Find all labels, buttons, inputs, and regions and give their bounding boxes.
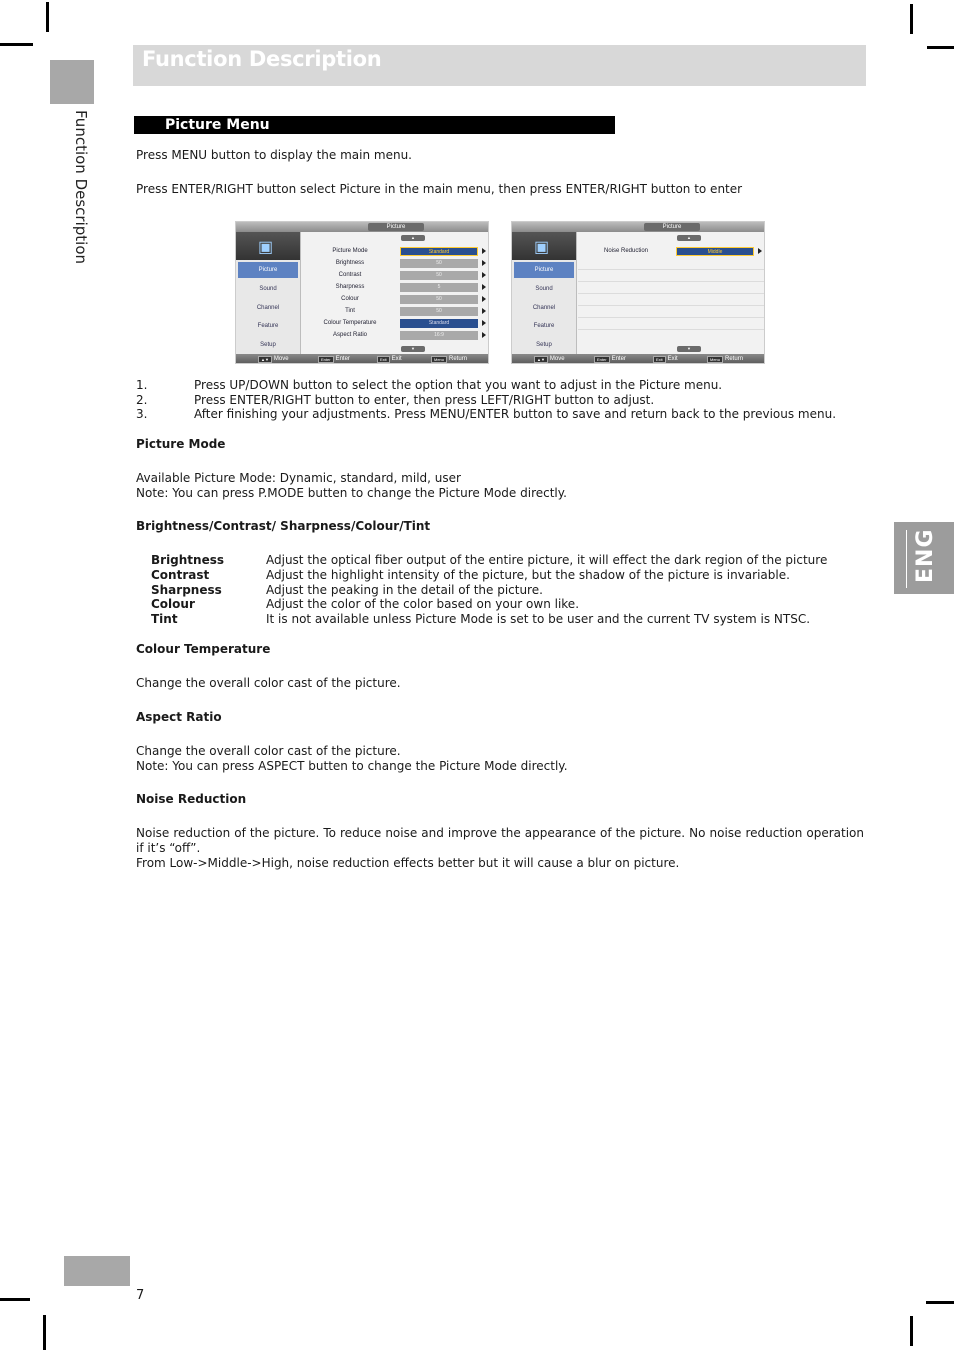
tv-nav-channel: Channel [532,305,556,311]
side-chapter-label: Function Description [72,110,90,264]
heading-noise-reduction: Noise Reduction [136,792,247,806]
key-label: ▲▼ [534,356,548,363]
right-arrow-icon [482,332,486,338]
right-arrow-icon [482,260,486,266]
step-text: Press ENTER/RIGHT button to enter, then press LEFT/RIGHT button to adjust. [194,393,655,407]
hint-label: Move [549,356,565,362]
tv-menu-title: Picture [368,223,424,231]
key-label: ▲▼ [258,356,272,363]
step-number: 1. [136,378,148,392]
crop-mark [43,1315,46,1350]
tv-menu-sidebar [236,232,301,354]
tv-menu-row [302,306,488,317]
picture-icon: ▣ [512,232,576,260]
term: Brightness [151,553,225,567]
scroll-down-icon: ▼ [677,346,701,352]
tv-row-label: Sharpness [335,284,365,290]
tv-menu-row [302,282,488,293]
right-arrow-icon [482,308,486,314]
footer-hint-move [534,356,565,363]
footer-hint-return [431,356,467,363]
term: Colour [151,597,195,611]
tv-row-label: Aspect Ratio [332,332,368,338]
tv-menu-row [302,294,488,305]
footer-hint-return [707,356,743,363]
right-arrow-icon [482,296,486,302]
definition: Adjust the peaking in the detail of the picture. [266,583,543,597]
key-label: Menu [707,356,723,363]
tv-row-value: 50 [400,271,478,280]
tv-nav-feature: Feature [257,323,279,329]
right-arrow-icon [482,320,486,326]
crop-mark [910,4,913,34]
heading-aspect-ratio: Aspect Ratio [136,710,222,724]
tv-row-label: Tint [345,308,355,314]
crop-mark [46,2,49,32]
body-line: Note: You can press ASPECT butten to change the Picture Mode directly. [136,759,568,773]
tv-nav-sound: Sound [259,286,277,292]
tv-row-value: 50 [400,295,478,304]
empty-row [578,293,764,294]
tv-nav-sound: Sound [535,286,553,292]
hint-label: Exit [667,356,678,362]
heading-colour-temperature: Colour Temperature [136,642,271,656]
step-text: Press UP/DOWN button to select the option that you want to adjust in the Picture menu. [194,378,723,392]
term: Sharpness [151,583,222,597]
tv-menu-row [302,318,488,329]
footer-hint-enter [318,356,350,363]
tv-nav-feature: Feature [533,323,555,329]
empty-row [578,281,764,282]
scroll-up-icon: ▲ [401,235,425,241]
side-marker [50,60,94,104]
empty-row [578,305,764,306]
key-label: Enter [594,356,610,363]
page-number: 7 [136,1288,145,1303]
tv-nav-setup: Setup [536,342,552,348]
body-paragraph: Noise reduction of the picture. To reduce noise and improve the appearance of the picture. No noise reduction operation if it’s “off”. [136,826,864,855]
step-text: After finishing your adjustments. Press MENU/ENTER button to save and return back to the previous menu. [194,407,837,421]
footer-hint-enter [594,356,626,363]
body-line: Change the overall color cast of the picture. [136,676,401,690]
empty-row [578,329,764,330]
tv-nav-setup: Setup [260,342,276,348]
step-number: 3. [136,407,148,421]
hint-label: Return [449,356,468,362]
empty-row [578,317,764,318]
crop-mark [926,1301,954,1304]
key-label: Exit [377,356,390,363]
body-line: Available Picture Mode: Dynamic, standard, mild, user [136,471,461,485]
heading-brightness-group: Brightness/Contrast/ Sharpness/Colour/Tint [136,519,431,533]
picture-icon: ▣ [236,232,300,260]
key-label: Exit [653,356,666,363]
key-label: Menu [431,356,447,363]
crop-mark [910,1316,913,1346]
definition: Adjust the color of the color based on your own like. [266,597,580,611]
tv-menu-topbar [236,222,489,232]
tv-row-value: 50 [400,307,478,316]
hint-label: Exit [391,356,402,362]
tv-menu-row [302,246,488,257]
tv-row-value: Standard [400,319,478,328]
tv-row-label: Brightness [335,260,365,266]
tv-row-value: 5 [400,283,478,292]
body-line: From Low->Middle->High, noise reduction effects better but it will cause a blur on picture. [136,856,680,870]
crop-mark [0,1298,30,1301]
tv-menu-screenshot-noise [511,221,765,364]
language-tab-label: ENG [913,528,938,583]
tv-row-value: 16:9 [400,331,478,340]
tv-nav-picture: Picture [514,262,574,278]
body-line: Change the overall color cast of the picture. [136,744,401,758]
tv-row-value: Middle [676,247,754,256]
hint-label: Enter [611,356,626,362]
right-arrow-icon [482,248,486,254]
tv-menu-row [578,246,764,257]
tv-menu-screenshot-picture [235,221,489,364]
tv-row-value: Standard [400,247,478,256]
footer-hint-exit [653,356,678,363]
step-number: 2. [136,393,148,407]
crop-mark [0,43,33,46]
tv-row-label: Contrast [338,272,362,278]
tv-menu-topbar [512,222,765,232]
language-tab-divider [906,530,907,588]
tv-row-label: Colour Temperature [323,320,377,326]
intro-line: Press MENU button to display the main menu. [136,148,412,162]
tv-row-label: Colour [341,296,359,302]
crop-mark [927,46,954,49]
tv-row-label: Noise Reduction [603,248,649,254]
tv-nav-picture: Picture [238,262,298,278]
hint-label: Enter [335,356,350,362]
definition: Adjust the highlight intensity of the picture, but the shadow of the picture is invariable. [266,568,790,582]
tv-menu-sidebar [512,232,577,354]
right-arrow-icon [482,284,486,290]
empty-row [578,269,764,270]
tv-nav-channel: Channel [256,305,280,311]
hint-label: Return [725,356,744,362]
term: Contrast [151,568,210,582]
term: Tint [151,612,178,626]
tv-menu-title: Picture [644,223,700,231]
tv-menu-row [302,330,488,341]
tv-menu-row [302,270,488,281]
right-arrow-icon [482,272,486,278]
tv-row-value: 50 [400,259,478,268]
page-title: Function Description [142,47,382,71]
footer-hint-exit [377,356,402,363]
scroll-up-icon: ▲ [677,235,701,241]
tv-menu-row [302,258,488,269]
scroll-down-icon: ▼ [401,346,425,352]
hint-label: Move [273,356,289,362]
heading-picture-mode: Picture Mode [136,437,226,451]
intro-line: Press ENTER/RIGHT button select Picture in the main menu, then press ENTER/RIGHT button to enter [136,182,743,196]
key-label: Enter [318,356,334,363]
definition: It is not available unless Picture Mode is set to be user and the current TV system is NTSC. [266,612,811,626]
page-number-marker [64,1256,130,1286]
right-arrow-icon [758,248,762,254]
tv-row-label: Picture Mode [332,248,368,254]
section-title: Picture Menu [165,117,270,133]
definition: Adjust the optical fiber output of the entire picture, it will effect the dark region of the picture [266,553,828,567]
body-line: Note: You can press P.MODE butten to change the Picture Mode directly. [136,486,567,500]
footer-hint-move [258,356,289,363]
